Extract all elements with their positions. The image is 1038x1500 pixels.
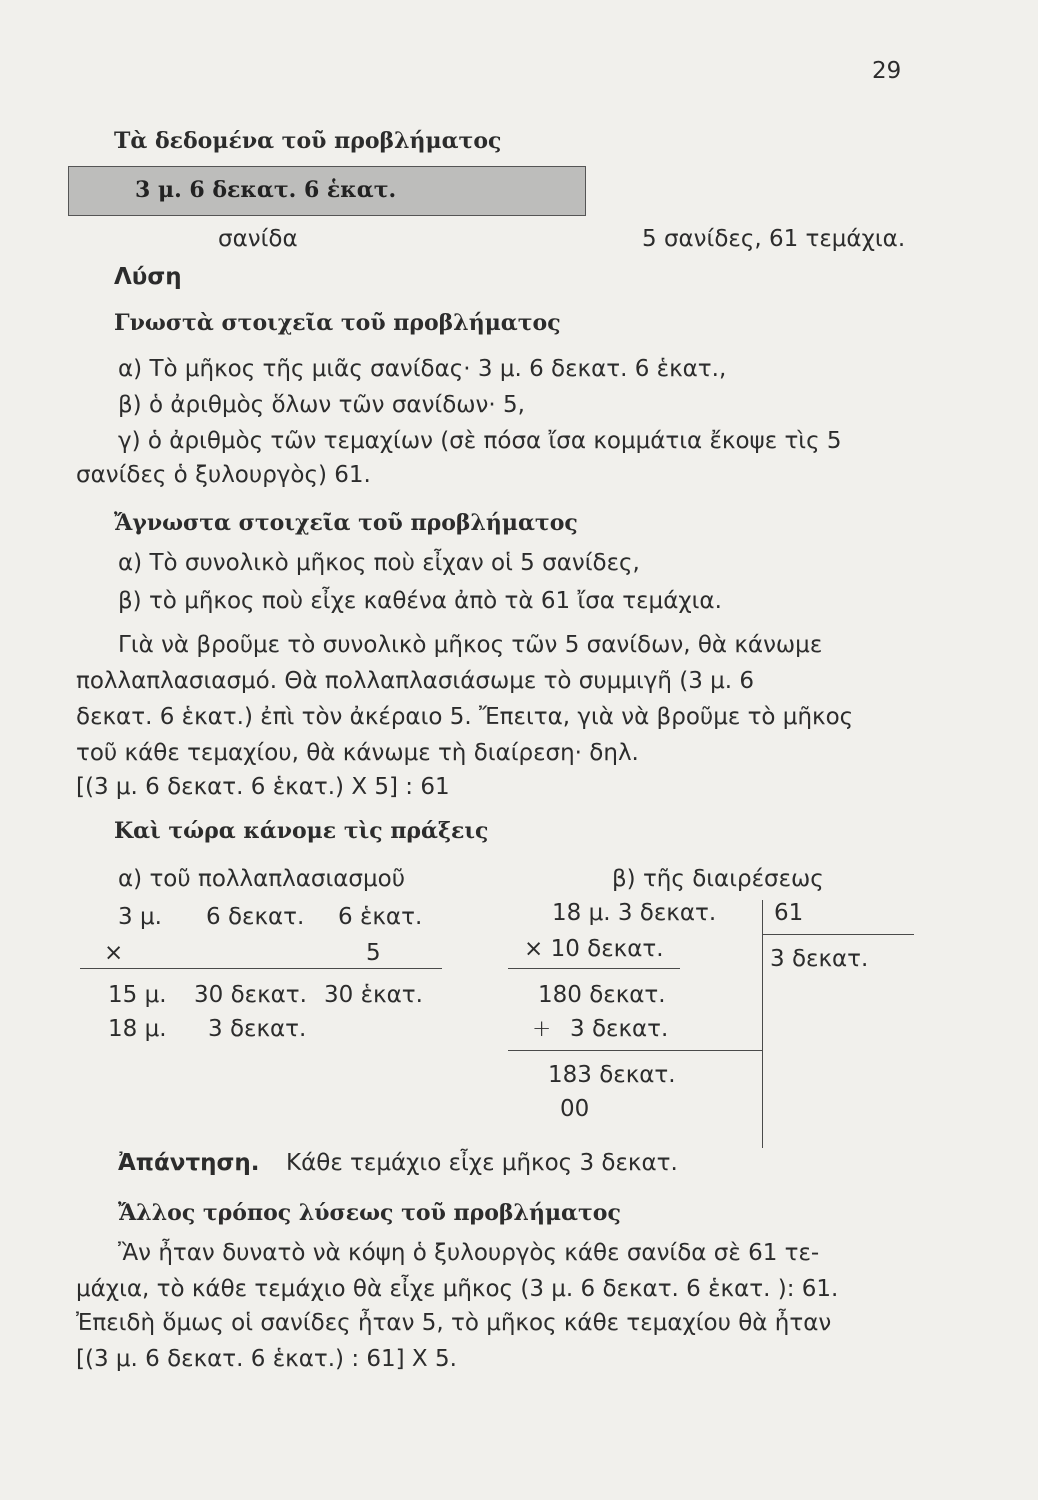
mult-result-centimeters: 30 ἑκατ. [324,982,423,1008]
other-method-line: [(3 μ. 6 δεκατ. 6 ἑκατ.) : 61] Χ 5. [76,1346,457,1372]
board-diagram [68,166,586,216]
formula: [(3 μ. 6 δεκατ. 6 ἑκατ.) Χ 5] : 61 [76,774,450,800]
board-label: σανίδα [218,226,298,252]
mult-factor: 5 [366,940,381,966]
unknown-heading: Ἄγνωστα στοιχεῖα τοῦ προβλήματος [114,510,578,536]
mult-result-decimeters: 30 δεκατ. [194,982,307,1008]
other-method-line: μάχια, τὸ κάθε τεμάχιο θὰ εἶχε μῆκος (3 μ. 6 δεκατ. 6 ἑκατ. ): 61. [76,1276,839,1302]
mult-centimeters: 6 ἑκατ. [338,904,423,930]
mult-final-meters: 18 μ. [108,1016,167,1042]
solution-heading: Λύση [114,264,182,290]
operations-heading: Καὶ τώρα κάνομε τὶς πράξεις [114,818,489,844]
divisor-rule [762,934,914,935]
div-step-2: 3 δεκατ. [570,1016,669,1042]
known-item-b: β) ὁ ἀριθμὸς ὅλων τῶν σανίδων· 5, [118,392,525,418]
page-number: 29 [872,58,902,84]
mult-decimeters: 6 δεκατ. [206,904,305,930]
division-bar [762,900,763,1148]
boards-summary: 5 σανίδες, 61 τεμάχια. [642,226,906,252]
multiplication-title: α) τοῦ πολλαπλασιασμοῦ [118,866,406,892]
board-length-label: 3 μ. 6 δεκατ. 6 ἑκατ. [135,177,397,203]
div-step-1: 180 δεκατ. [538,982,666,1008]
division-title: β) τῆς διαιρέσεως [612,866,824,892]
mult-result-meters: 15 μ. [108,982,167,1008]
divisor: 61 [774,900,804,926]
mult-meters: 3 μ. [118,904,162,930]
multiply-sign: × [104,940,124,966]
other-method-line: Ἐπειδὴ ὅμως οἱ σανίδες ἦταν 5, τὸ μῆκος κάθε τεμαχίου θὰ ἦταν [76,1310,832,1336]
div-rule-2 [508,1050,762,1051]
div-rule-1 [508,968,680,969]
dividend: 18 μ. 3 δεκατ. [552,900,717,926]
div-remainder: 00 [560,1096,590,1122]
paragraph-line: Γιὰ νὰ βροῦμε τὸ συνολικὸ μῆκος τῶν 5 σανίδων, θὰ κάνωμε [118,632,823,658]
known-heading: Γνωστὰ στοιχεῖα τοῦ προβλήματος [114,310,561,336]
known-item-c-cont: σανίδες ὁ ξυλουργὸς) 61. [76,462,371,488]
mult-rule [80,968,442,969]
plus-sign: + [532,1016,552,1042]
known-item-c: γ) ὁ ἀριθμὸς τῶν τεμαχίων (σὲ πόσα ἴσα κομμάτια ἔκοψε τὶς 5 [118,428,842,454]
other-method-heading: Ἄλλος τρόπος λύσεως τοῦ προβλήματος [118,1200,621,1226]
given-heading: Τὰ δεδομένα τοῦ προβλήματος [114,128,502,154]
answer-text: Κάθε τεμάχιο εἶχε μῆκος 3 δεκατ. [286,1150,678,1176]
paragraph-line: δεκατ. 6 ἑκατ.) ἐπὶ τὸν ἀκέραιο 5. Ἔπειτα, γιὰ νὰ βροῦμε τὸ μῆκος [76,704,854,730]
div-step-3: 183 δεκατ. [548,1062,676,1088]
paragraph-line: τοῦ κάθε τεμαχίου, θὰ κάνωμε τὴ διαίρεση· δηλ. [76,740,639,766]
div-convert: × 10 δεκατ. [524,936,664,962]
other-method-line: Ἂν ἦταν δυνατὸ νὰ κόψη ὁ ξυλουργὸς κάθε σανίδα σὲ 61 τε- [118,1240,820,1266]
paragraph-line: πολλαπλασιασμό. Θὰ πολλαπλασιάσωμε τὸ συμμιγῆ (3 μ. 6 [76,668,755,694]
answer-label: Ἀπάντηση. [118,1150,260,1176]
unknown-item-b: β) τὸ μῆκος ποὺ εἶχε καθένα ἀπὸ τὰ 61 ἴσα τεμάχια. [118,588,722,614]
unknown-item-a: α) Τὸ συνολικὸ μῆκος ποὺ εἶχαν οἱ 5 σανίδες, [118,550,640,576]
quotient: 3 δεκατ. [770,946,869,972]
mult-final-decimeters: 3 δεκατ. [208,1016,307,1042]
known-item-a: α) Τὸ μῆκος τῆς μιᾶς σανίδας· 3 μ. 6 δεκατ. 6 ἑκατ., [118,356,727,382]
